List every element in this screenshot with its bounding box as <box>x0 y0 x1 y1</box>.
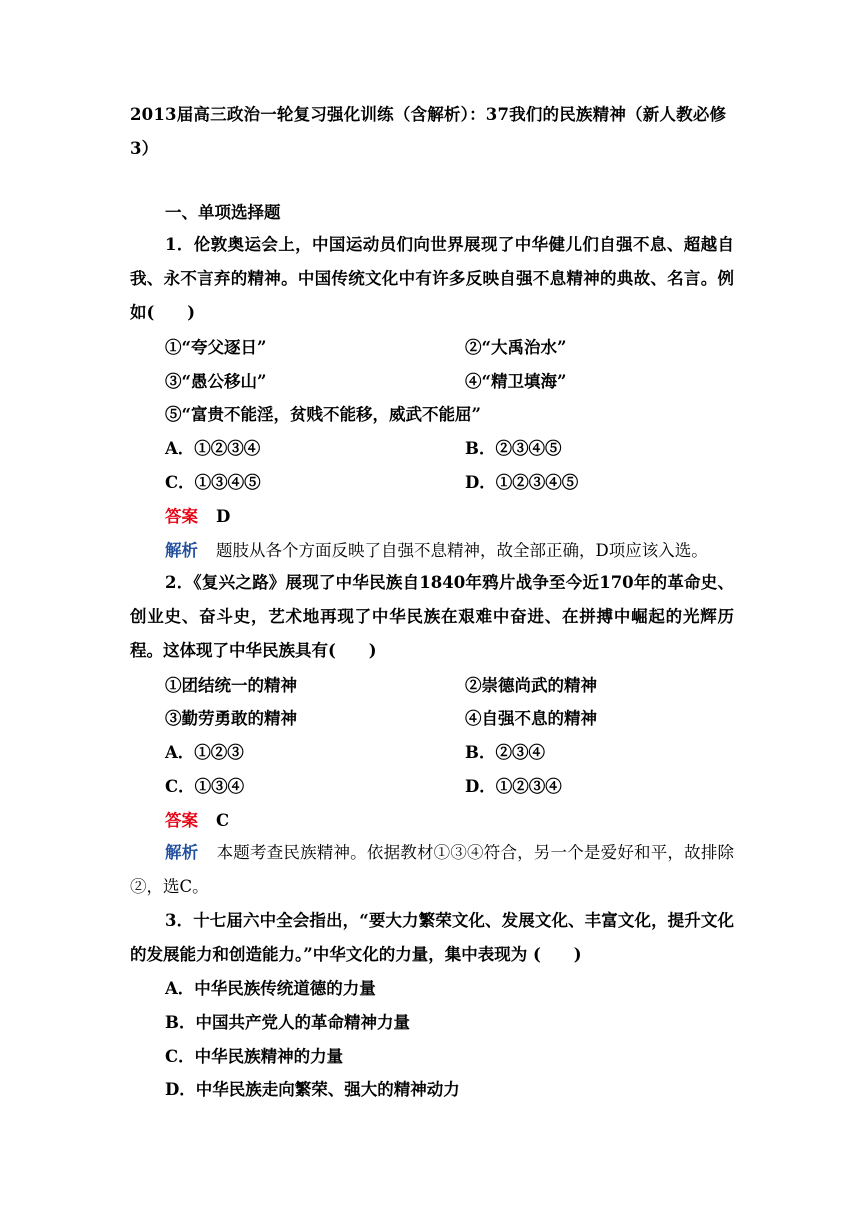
q2-item-1: ①团结统一的精神 <box>165 676 297 695</box>
q2-item-3: ③勤劳勇敢的精神 <box>165 709 297 728</box>
q2-item-4: ④自强不息的精神 <box>465 709 597 728</box>
question-2-stem: 2．《复兴之路》展现了中华民族自1840年鸦片战争至今近170年的革命史、创业史、奋斗史，艺术地再现了中华民族在艰难中奋进、在拼搏中崛起的光辉历程。这体现了中华民族具有( ) <box>130 573 734 660</box>
question-1-stem: 1．伦敦奥运会上，中国运动员们向世界展现了中华健儿们自强不息、超越自我、永不言弃的精神。中国传统文化中有许多反映自强不息精神的典故、名言。例如( ) <box>130 235 734 322</box>
q1-item-2: ②“大禹治水” <box>465 338 567 357</box>
q2-analysis-label: 解析 <box>165 843 199 862</box>
q1-option-b: B．②③④⑤ <box>465 439 562 458</box>
q2-analysis: 本题考查民族精神。依据教材①③④符合，另一个是爱好和平，故排除②，选C。 <box>130 843 735 896</box>
q1-analysis-row <box>165 541 708 561</box>
q1-option-a: A．①②③④ <box>165 439 261 458</box>
q3-option-b: B．中国共产党人的革命精神力量 <box>165 1013 410 1032</box>
q1-analysis-label: 解析 <box>165 541 198 560</box>
q2-analysis-para <box>130 836 734 904</box>
q2-answer-row <box>165 811 229 831</box>
q1-option-d: D．①②③④⑤ <box>465 473 579 492</box>
q2-option-a: A．①②③ <box>165 743 244 762</box>
q1-answer: D <box>216 507 231 526</box>
q2-option-c: C．①③④ <box>165 777 245 796</box>
q2-answer: C <box>216 811 230 830</box>
q2-item-2: ②崇德尚武的精神 <box>465 676 597 695</box>
q1-option-c: C．①③④⑤ <box>165 473 261 492</box>
q3-option-a: A．中华民族传统道德的力量 <box>165 979 376 998</box>
q1-item-1: ①“夸父逐日” <box>165 338 267 357</box>
q2-option-b: B．②③④ <box>465 743 545 762</box>
q1-analysis: 题肢从各个方面反映了自强不息精神，故全部正确，D项应该入选。 <box>216 541 708 560</box>
question-3-stem: 3．十七届六中全会指出，“要大力繁荣文化、发展文化、丰富文化，提升文化的发展能力和创造能力。”中华文化的力量，集中表现为 ( ) <box>130 911 734 964</box>
q1-answer-row <box>165 507 230 527</box>
q1-item-5: ⑤“富贵不能淫，贫贱不能移，威武不能屈” <box>165 405 481 424</box>
q1-item-3: ③“愚公移山” <box>165 372 267 391</box>
q1-item-4: ④“精卫填海” <box>465 372 567 391</box>
q3-option-c: C．中华民族精神的力量 <box>165 1047 344 1066</box>
document-title: 2013届高三政治一轮复习强化训练（含解析）：37我们的民族精神（新人教必修3） <box>130 105 727 158</box>
q3-option-d: D．中华民族走向繁荣、强大的精神动力 <box>165 1080 460 1099</box>
section-heading: 一、单项选择题 <box>165 203 281 222</box>
q2-answer-label: 答案 <box>165 811 198 830</box>
q2-option-d: D．①②③④ <box>465 777 562 796</box>
q1-answer-label: 答案 <box>165 507 198 526</box>
